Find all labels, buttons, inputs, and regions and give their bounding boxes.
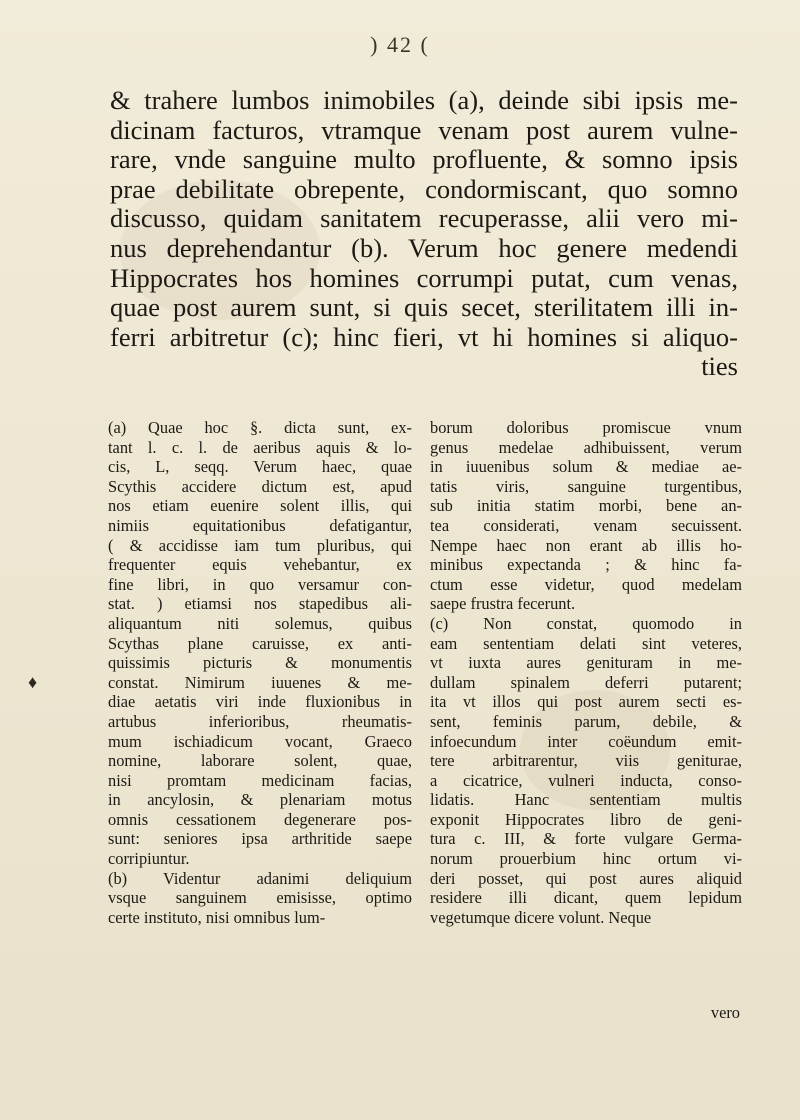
footnote-line: tea considerati, venam secuissent. bbox=[430, 515, 742, 535]
page-number: ) 42 ( bbox=[370, 32, 430, 57]
footnote-line: (c) Non constat, quomodo in bbox=[430, 613, 742, 633]
footnote-line: deri posset, qui post aures aliquid bbox=[430, 868, 742, 888]
text-line: ferri arbitretur (c); hinc fieri, vt hi homines si aliquo- bbox=[110, 321, 738, 352]
footnote-line: stat. ) etiamsi nos stapedibus ali- bbox=[108, 594, 412, 614]
footnote-line: aliquantum niti solemus, quibus bbox=[108, 613, 412, 633]
footnote-line: tant l. c. l. de aeribus aquis & lo- bbox=[108, 437, 412, 457]
footnote-line: in ancylosin, & plenariam motus bbox=[108, 790, 412, 810]
footnote-line: ( & accidisse iam tum pluribus, qui bbox=[108, 535, 412, 555]
text-line: & trahere lumbos inimobiles (a), deinde sibi ipsis me- bbox=[110, 85, 738, 115]
footnote-line: quissimis picturis & monumentis bbox=[108, 653, 412, 673]
footnote-line: vsque sanguinem emisisse, optimo bbox=[108, 888, 412, 908]
footnote-line: mum ischiadicum vocant, Graeco bbox=[108, 731, 412, 751]
footnote-line: Scythas plane caruisse, ex anti- bbox=[108, 633, 412, 653]
footnote-line: tatis viris, sanguine turgentibus, bbox=[430, 476, 742, 496]
footnote-line: minibus expectanda ; & hinc fa- bbox=[430, 555, 742, 575]
footnote-line: borum doloribus promiscue vnum bbox=[430, 418, 742, 437]
text-line: dicinam facturos, vtramque venam post aurem vulne- bbox=[110, 114, 738, 145]
footnote-line: ctum esse videtur, quod medelam bbox=[430, 574, 742, 594]
margin-mark-icon: ♦ bbox=[28, 672, 38, 692]
footnote-column-left bbox=[108, 418, 412, 927]
catchword: ties bbox=[701, 351, 738, 382]
footnote-line: nomine, laborare solent, quae, bbox=[108, 751, 412, 771]
text-line: rare, vnde sanguine multo profluente, & somno ipsis bbox=[110, 144, 738, 175]
footnote-line: certe instituto, nisi omnibus lum- bbox=[108, 907, 326, 927]
footnote-line: ita vt illos qui post aurem secti es- bbox=[430, 692, 742, 712]
footnote-line: (b) Videntur adanimi deliquium bbox=[108, 868, 412, 888]
text-line: prae debilitate obrepente, condormiscant, quo somno bbox=[110, 173, 738, 204]
footnote-line: nisi promtam medicinam facias, bbox=[108, 770, 412, 790]
footnote-line: sunt: seniores ipsa arthritide saepe bbox=[108, 829, 412, 849]
footnote-line: dullam spinalem deferri putarent; bbox=[430, 672, 742, 692]
footnote-line: cis, L, seqq. Verum haec, quae bbox=[108, 457, 412, 477]
footnote-column-right bbox=[430, 418, 742, 927]
main-text-block bbox=[110, 86, 738, 382]
footnote-line: (a) Quae hoc §. dicta sunt, ex- bbox=[108, 418, 412, 437]
footnote-line: fine libri, in quo versamur con- bbox=[108, 574, 412, 594]
footnote-line: tere arbitrarentur, viis geniturae, bbox=[430, 751, 742, 771]
footnote-line: eam sententiam delati sint veteres, bbox=[430, 633, 742, 653]
footnote-line: corripiuntur. bbox=[108, 849, 190, 869]
footnote-line: a cicatrice, vulneri inducta, conso- bbox=[430, 770, 742, 790]
footnote-line: residere illi dicant, quem lepidum bbox=[430, 888, 742, 908]
footnote-line: genus medelae adhibuissent, verum bbox=[430, 437, 742, 457]
footnote-line: saepe frustra fecerunt. bbox=[430, 594, 576, 614]
footnote-line: frequenter equis vehebantur, ex bbox=[108, 555, 412, 575]
footnote-line: nos etiam euenire solent illis, qui bbox=[108, 496, 412, 516]
footnote-line: vt iuxta aures genituram in me- bbox=[430, 653, 742, 673]
text-line: nus deprehendantur (b). Verum hoc genere medendi bbox=[110, 232, 738, 263]
text-line: discusso, quidam sanitatem recuperasse, alii vero mi- bbox=[110, 203, 738, 234]
footnote-line: nimiis equitationibus defatigantur, bbox=[108, 515, 412, 535]
footnote-catchword: vero bbox=[710, 1003, 740, 1022]
footnotes bbox=[108, 418, 740, 1018]
footnote-line: in iuuenibus solum & mediae ae- bbox=[430, 457, 742, 477]
footnote-line: Nempe haec non erant ab illis ho- bbox=[430, 535, 742, 555]
footnote-line: artubus inferioribus, rheumatis- bbox=[108, 711, 412, 731]
text-line: quae post aurem sunt, si quis secet, sterilitatem illi in- bbox=[110, 292, 738, 323]
footnote-line: tura c. III, & forte vulgare Germa- bbox=[430, 829, 742, 849]
footnote-line: exponit Hippocrates libro de geni- bbox=[430, 809, 742, 829]
footnote-line: vegetumque dicere volunt. Neque bbox=[430, 907, 652, 927]
footnote-line: sent, feminis parum, debile, & bbox=[430, 711, 742, 731]
footnote-line: omnis cessationem degenerare pos- bbox=[108, 809, 412, 829]
text-line: Hippocrates hos homines corrumpi putat, cum venas, bbox=[110, 262, 738, 293]
footnote-line: diae aetatis viri inde fluxionibus in bbox=[108, 692, 412, 712]
footnote-line: sub initia statim morbi, bene an- bbox=[430, 496, 742, 516]
footnote-line: lidatis. Hanc sententiam multis bbox=[430, 790, 742, 810]
footnote-line: constat. Nimirum iuuenes & me- bbox=[108, 672, 412, 692]
footnote-line: Scythis accidere dictum est, apud bbox=[108, 476, 412, 496]
footnote-line: infoecundum inter coëundum emit- bbox=[430, 731, 742, 751]
footnote-line: norum prouerbium hinc ortum vi- bbox=[430, 849, 742, 869]
